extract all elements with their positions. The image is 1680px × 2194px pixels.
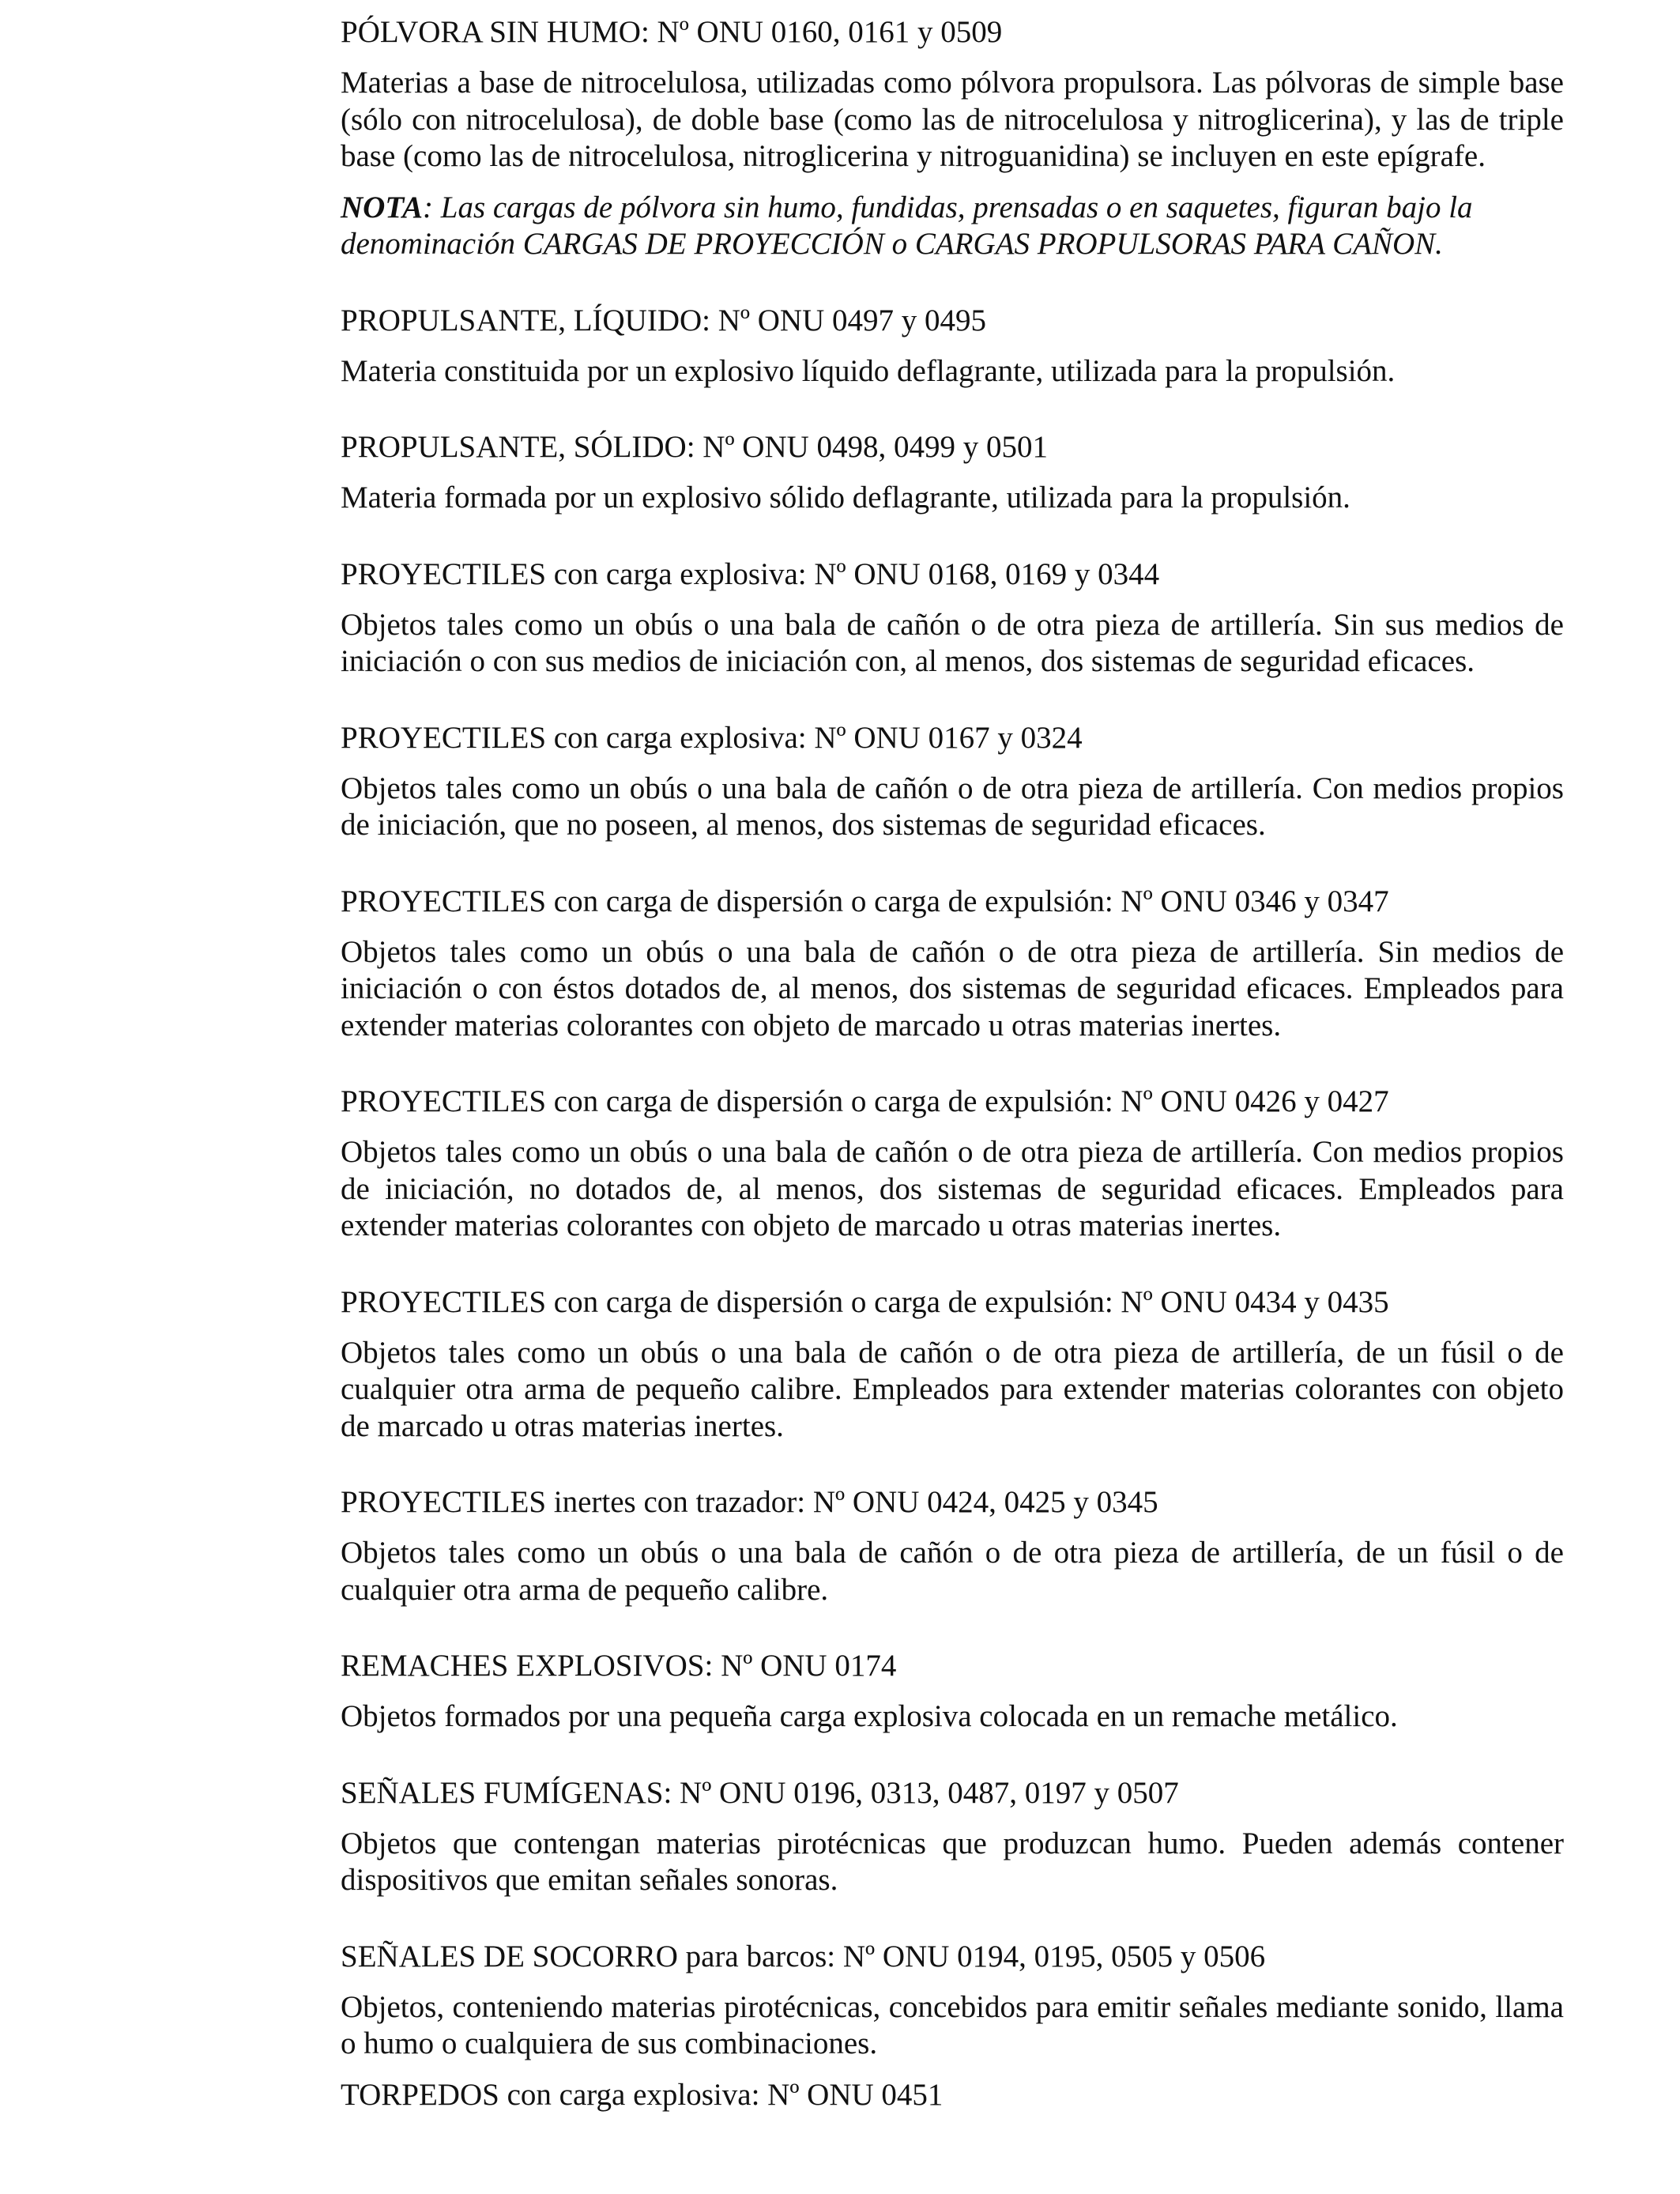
entry-heading: PROYECTILES inertes con trazador: Nº ONU 0424, 0425 y 0345 [341,1485,1158,1519]
entry-description: Objetos tales como un obús o una bala de cañón o de otra pieza de artillería. Con medios propios de iniciación, no dotados de, al menos, dos sistemas de seguridad eficaces. Empleados para extender materias colorantes con objeto de marcado u otras materias inertes. [341,1135,1564,1242]
note-label: NOTA [341,190,424,224]
entry-heading: PROYECTILES con carga explosiva: Nº ONU 0167 y 0324 [341,720,1083,755]
entry-torpedos [341,2077,1564,2113]
entry-description: Objetos formados por una pequeña carga explosiva colocada en un remache metálico. [341,1699,1398,1733]
entry-polvora-sin-humo [341,14,1564,263]
entry-description: Materia constituida por un explosivo líquido deflagrante, utilizada para la propulsión. [341,353,1396,388]
entry-proyectiles-0434 [341,1284,1564,1446]
entry-description: Objetos tales como un obús o una bala de cañón o de otra pieza de artillería. Con medios propios de iniciación, que no poseen, al menos, dos sistemas de seguridad eficaces. [341,771,1564,842]
entry-propulsante-solido [341,429,1564,517]
note-text: : Las cargas de pólvora sin humo, fundidas, prensadas o en saquetes, figuran bajo la denominación CARGAS DE PROYECCIÓN o CARGAS PROPULSORAS PARA CAÑON. [341,190,1473,261]
entry-senales-fumigenas [341,1775,1564,1899]
entry-proyectiles-0426 [341,1084,1564,1245]
entry-heading: PROYECTILES con carga de dispersión o carga de expulsión: Nº ONU 0426 y 0427 [341,1084,1389,1118]
entry-heading: SEÑALES FUMÍGENAS: Nº ONU 0196, 0313, 0487, 0197 y 0507 [341,1775,1179,1810]
entry-description: Objetos que contengan materias pirotécnicas que produzcan humo. Pueden además contener dispositivos que emitan señales sonoras. [341,1826,1564,1897]
entry-description: Objetos tales como un obús o una bala de cañón o de otra pieza de artillería. Sin sus medios de iniciación o con sus medios de iniciación con, al menos, dos sistemas de seguridad eficaces. [341,607,1564,678]
entry-heading: PROYECTILES con carga de dispersión o carga de expulsión: Nº ONU 0434 y 0435 [341,1284,1389,1319]
entry-heading: TORPEDOS con carga explosiva: Nº ONU 0451 [341,2077,944,2112]
entry-description: Objetos tales como un obús o una bala de cañón o de otra pieza de artillería. Sin medios de iniciación o con éstos dotados de, al menos, dos sistemas de seguridad eficaces. Empleados para extender materias colorantes con objeto de marcado u otras materias inertes. [341,934,1564,1042]
document-page [341,14,1564,2128]
entry-heading: PROPULSANTE, LÍQUIDO: Nº ONU 0497 y 0495 [341,303,987,337]
entry-proyectiles-inertes [341,1484,1564,1608]
entry-description: Objetos tales como un obús o una bala de cañón o de otra pieza de artillería, de un fúsil o de cualquier otra arma de pequeño calibre. Empleados para extender materias colorantes con objeto de marcado u otras materias inertes. [341,1335,1564,1443]
entry-description: Objetos, conteniendo materias pirotécnicas, concebidos para emitir señales mediante sonido, llama o humo o cualquiera de sus combinaciones. [341,1989,1564,2060]
entry-heading: PÓLVORA SIN HUMO: Nº ONU 0160, 0161 y 0509 [341,15,1003,49]
entry-senales-socorro [341,1939,1564,2063]
entry-description: Objetos tales como un obús o una bala de cañón o de otra pieza de artillería, de un fúsil o de cualquier otra arma de pequeño calibre. [341,1536,1564,1607]
entry-note [341,190,1564,263]
entry-heading: REMACHES EXPLOSIVOS: Nº ONU 0174 [341,1649,897,1683]
entry-proyectiles-0167 [341,720,1564,844]
entry-propulsante-liquido [341,303,1564,390]
entry-description: Materia formada por un explosivo sólido deflagrante, utilizada para la propulsión. [341,481,1350,515]
entry-heading: PROYECTILES con carga explosiva: Nº ONU 0168, 0169 y 0344 [341,556,1160,591]
entry-description: Materias a base de nitrocelulosa, utilizadas como pólvora propulsora. Las pólvoras de simple base (sólo con nitrocelulosa), de doble base (como las de nitrocelulosa y nitroglicerina), y las de triple base (como las de nitrocelulosa, nitroglicerina y nitroguanidina) se incluyen en este epígrafe. [341,66,1564,173]
entry-remaches-explosivos [341,1648,1564,1736]
entry-heading: PROYECTILES con carga de dispersión o carga de expulsión: Nº ONU 0346 y 0347 [341,884,1389,918]
entry-heading: SEÑALES DE SOCORRO para barcos: Nº ONU 0194, 0195, 0505 y 0506 [341,1939,1266,1973]
entry-proyectiles-0346 [341,884,1564,1045]
entry-heading: PROPULSANTE, SÓLIDO: Nº ONU 0498, 0499 y 0501 [341,430,1049,464]
entry-proyectiles-0168 [341,556,1564,680]
